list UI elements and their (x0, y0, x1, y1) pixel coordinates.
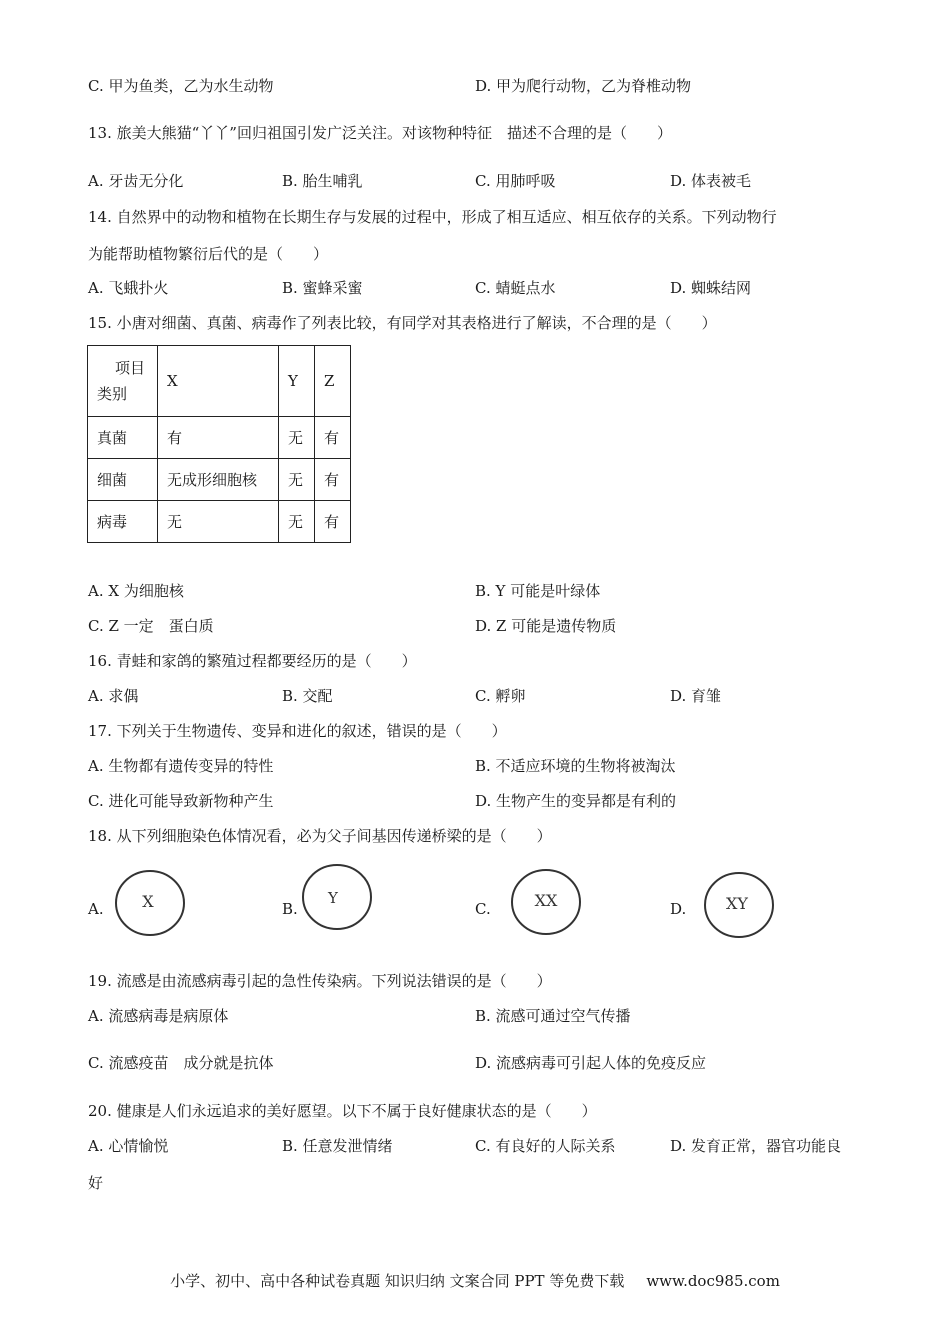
cell-circle-d (703, 871, 777, 941)
q20-option-b: B. 任意发泄情绪 (282, 1137, 393, 1155)
q18-option-d: D. (670, 900, 687, 918)
footer-url[interactable]: www.doc985.com (646, 1272, 780, 1290)
q16-stem: 16. 青蛙和家鸽的繁殖过程都要经历的是（ ） (88, 652, 417, 670)
q17-stem: 17. 下列关于生物遗传、变异和进化的叙述，错误的是（ ） (88, 722, 507, 740)
q17-option-d: D. 生物产生的变异都是有利的 (475, 792, 677, 810)
q13-option-a: A. 牙齿无分化 (88, 172, 184, 190)
table-cell-y: 无 (279, 459, 315, 501)
q14-option-d: D. 蜘蛛结网 (670, 279, 752, 297)
table-row (88, 501, 351, 543)
q18-stem: 18. 从下列细胞染色体情况看，必为父子间基因传递桥梁的是（ ） (88, 827, 552, 845)
cell-circle-b (301, 863, 375, 933)
q15-option-b: B. Y 可能是叶绿体 (475, 582, 601, 600)
q16-option-a: A. 求偶 (88, 687, 139, 705)
q14-option-c: C. 蜻蜓点水 (475, 279, 556, 297)
header-project-label: 项目 (115, 359, 146, 377)
q18-option-a: A. (88, 900, 104, 918)
comparison-table (87, 345, 351, 543)
cell-circle-icon (114, 869, 188, 939)
table-cell-z: 有 (315, 459, 351, 501)
q14-option-a: A. 飞蛾扑火 (88, 279, 169, 297)
q15-option-c: C. Z 一定 蛋白质 (88, 617, 214, 635)
q19-stem: 19. 流感是由流感病毒引起的急性传染病。下列说法错误的是（ ） (88, 972, 552, 990)
chromosome-label: Y (328, 889, 338, 907)
table-cell-name: 细菌 (88, 459, 158, 501)
q20-option-d: D. 发育正常，器官功能良 (670, 1137, 842, 1155)
cell-circle-a (114, 869, 188, 939)
table-header-y: Y (279, 346, 315, 417)
q17-option-a: A. 生物都有遗传变异的特性 (88, 757, 274, 775)
table-header-z: Z (315, 346, 351, 417)
header-category-label: 类别 (97, 385, 128, 403)
table-cell-x: 有 (158, 417, 279, 459)
q17-option-b: B. 不适应环境的生物将被淘汰 (475, 757, 676, 775)
q13-option-c: C. 用肺呼吸 (475, 172, 556, 190)
q16-option-b: B. 交配 (282, 687, 333, 705)
table-cell-z: 有 (315, 501, 351, 543)
q20-option-c: C. 有良好的人际关系 (475, 1137, 616, 1155)
q13-option-b: B. 胎生哺乳 (282, 172, 363, 190)
q19-option-a: A. 流感病毒是病原体 (88, 1007, 229, 1025)
q12-option-c: C. 甲为鱼类，乙为水生动物 (88, 77, 274, 95)
table-cell-x: 无 (158, 501, 279, 543)
q20-option-d-wrap: 好 (88, 1174, 104, 1192)
q14-option-b: B. 蜜蜂采蜜 (282, 279, 363, 297)
footer-text: 小学、初中、高中各种试卷真题 知识归纳 文案合同 PPT 等免费下载 (170, 1272, 625, 1290)
chromosome-label: XX (534, 891, 558, 910)
page-footer (0, 1270, 950, 1291)
table-header-x: X (158, 346, 279, 417)
q16-option-c: C. 孵卵 (475, 687, 526, 705)
q19-option-c: C. 流感疫苗 成分就是抗体 (88, 1054, 274, 1072)
cell-circle-icon (510, 868, 584, 938)
table-cell-z: 有 (315, 417, 351, 459)
table-cell-x: 无成形细胞核 (158, 459, 279, 501)
q20-option-a: A. 心情愉悦 (88, 1137, 169, 1155)
q16-option-d: D. 育雏 (670, 687, 722, 705)
table-cell-y: 无 (279, 417, 315, 459)
q13-stem: 13. 旅美大熊猫“丫丫”回归祖国引发广泛关注。对该物种特征 描述不合理的是（ ） (88, 124, 672, 142)
chromosome-label: XY (726, 894, 748, 913)
q13-option-d: D. 体表被毛 (670, 172, 752, 190)
table-cell-name: 病毒 (88, 501, 158, 543)
q15-stem: 15. 小唐对细菌、真菌、病毒作了列表比较，有同学对其表格进行了解读，不合理的是（ ） (88, 314, 717, 332)
q14-stem-line2: 为能帮助植物繁衍后代的是（ ） (88, 245, 329, 263)
q15-option-d: D. Z 可能是遗传物质 (475, 617, 617, 635)
q20-stem: 20. 健康是人们永远追求的美好愿望。以下不属于良好健康状态的是（ ） (88, 1102, 597, 1120)
q17-option-c: C. 进化可能导致新物种产生 (88, 792, 274, 810)
q18-option-c: C. (475, 900, 491, 918)
table-header-row (88, 346, 351, 417)
cell-circle-icon (703, 871, 777, 941)
q19-option-d: D. 流感病毒可引起人体的免疫反应 (475, 1054, 707, 1072)
q12-option-d: D. 甲为爬行动物，乙为脊椎动物 (475, 77, 692, 95)
cell-circle-c (510, 868, 584, 938)
q15-option-a: A. X 为细胞核 (88, 582, 184, 600)
table-row (88, 417, 351, 459)
table-row (88, 459, 351, 501)
q18-option-b: B. (282, 900, 298, 918)
table-header-corner (88, 346, 158, 417)
chromosome-label: X (142, 892, 154, 911)
q14-stem-line1: 14. 自然界中的动物和植物在长期生存与发展的过程中，形成了相互适应、相互依存的关系。下列动物行 (88, 208, 777, 226)
table-cell-name: 真菌 (88, 417, 158, 459)
q19-option-b: B. 流感可通过空气传播 (475, 1007, 631, 1025)
cell-circle-icon (301, 863, 375, 933)
table-cell-y: 无 (279, 501, 315, 543)
